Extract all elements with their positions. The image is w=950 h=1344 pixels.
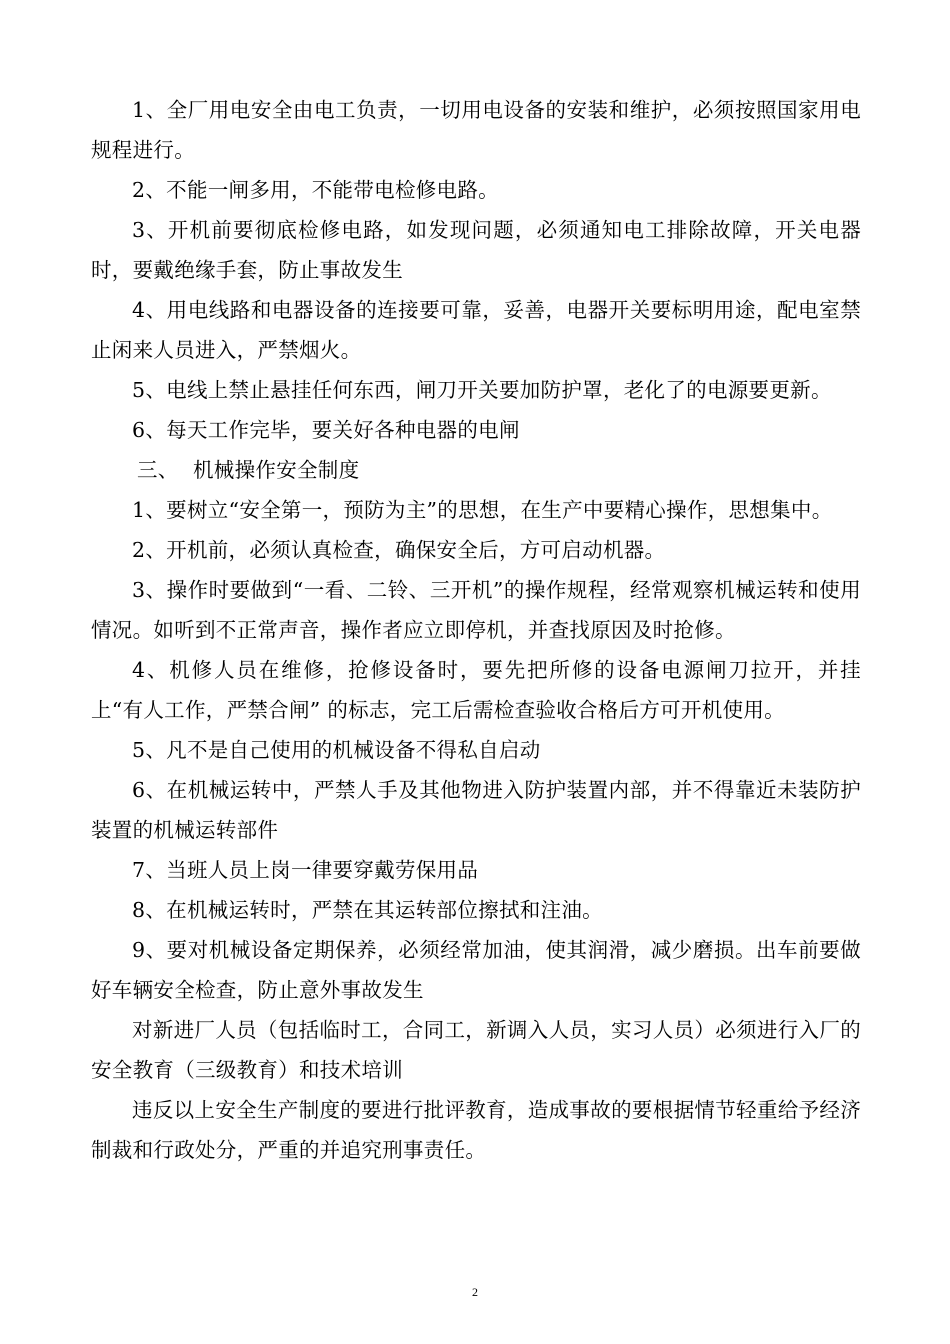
paragraph-electric-4: 4、用电线路和电器设备的连接要可靠，妥善，电器开关要标明用途，配电室禁止闲来人员进入，严禁烟火。 — [91, 298, 861, 362]
paragraph-electric-1: 1、全厂用电安全由电工负责，一切用电设备的安装和维护，必须按照国家用电规程进行。 — [91, 98, 861, 162]
paragraph-electric-6: 6、每天工作完毕，要关好各种电器的电闸 — [132, 418, 520, 442]
paragraph-new-staff-training: 对新进厂人员（包括临时工，合同工，新调入人员，实习人员）必须进行入厂的安全教育（三级教育）和技术培训 — [91, 1018, 861, 1082]
paragraph-machine-5: 5、凡不是自己使用的机械设备不得私自启动 — [132, 738, 541, 762]
paragraph-machine-4: 4、机修人员在维修，抢修设备时，要先把所修的设备电源闸刀拉开，并挂上“有人工作，严禁合闸” 的标志，完工后需检查验收合格后方可开机使用。 — [91, 658, 861, 722]
paragraph-electric-3: 3、开机前要彻底检修电路，如发现问题，必须通知电工排除故障，开关电器时，要戴绝缘手套，防止事故发生 — [91, 218, 861, 282]
paragraph-machine-7: 7、当班人员上岗一律要穿戴劳保用品 — [132, 858, 479, 882]
paragraph-machine-2: 2、开机前，必须认真检查，确保安全后，方可启动机器。 — [132, 538, 666, 562]
paragraph-electric-2: 2、不能一闸多用，不能带电检修电路。 — [132, 178, 499, 202]
paragraph-machine-1: 1、要树立“安全第一，预防为主”的思想，在生产中要精心操作，思想集中。 — [132, 498, 833, 522]
page-number: 2 — [472, 1285, 478, 1299]
paragraph-machine-6: 6、在机械运转中，严禁人手及其他物进入防护装置内部，并不得靠近未装防护装置的机械运转部件 — [91, 778, 861, 842]
paragraph-electric-5: 5、电线上禁止悬挂任何东西，闸刀开关要加防护罩，老化了的电源要更新。 — [132, 378, 832, 402]
section-title: 机械操作安全制度 — [193, 458, 360, 482]
paragraph-machine-8: 8、在机械运转时，严禁在其运转部位擦拭和注油。 — [132, 898, 603, 922]
section-heading — [91, 450, 861, 490]
paragraph-violation-penalty: 违反以上安全生产制度的要进行批评教育，造成事故的要根据情节轻重给予经济制裁和行政处分，严重的并追究刑事责任。 — [91, 1098, 861, 1162]
paragraph-machine-9: 9、要对机械设备定期保养，必须经常加油，使其润滑，减少磨损。出车前要做好车辆安全检查，防止意外事故发生 — [91, 938, 861, 1002]
section-number: 三、 — [137, 458, 179, 482]
document-body — [91, 90, 861, 1170]
paragraph-machine-3: 3、操作时要做到“一看、二铃、三开机”的操作规程，经常观察机械运转和使用情况。如听到不正常声音，操作者应立即停机，并查找原因及时抢修。 — [91, 578, 861, 642]
